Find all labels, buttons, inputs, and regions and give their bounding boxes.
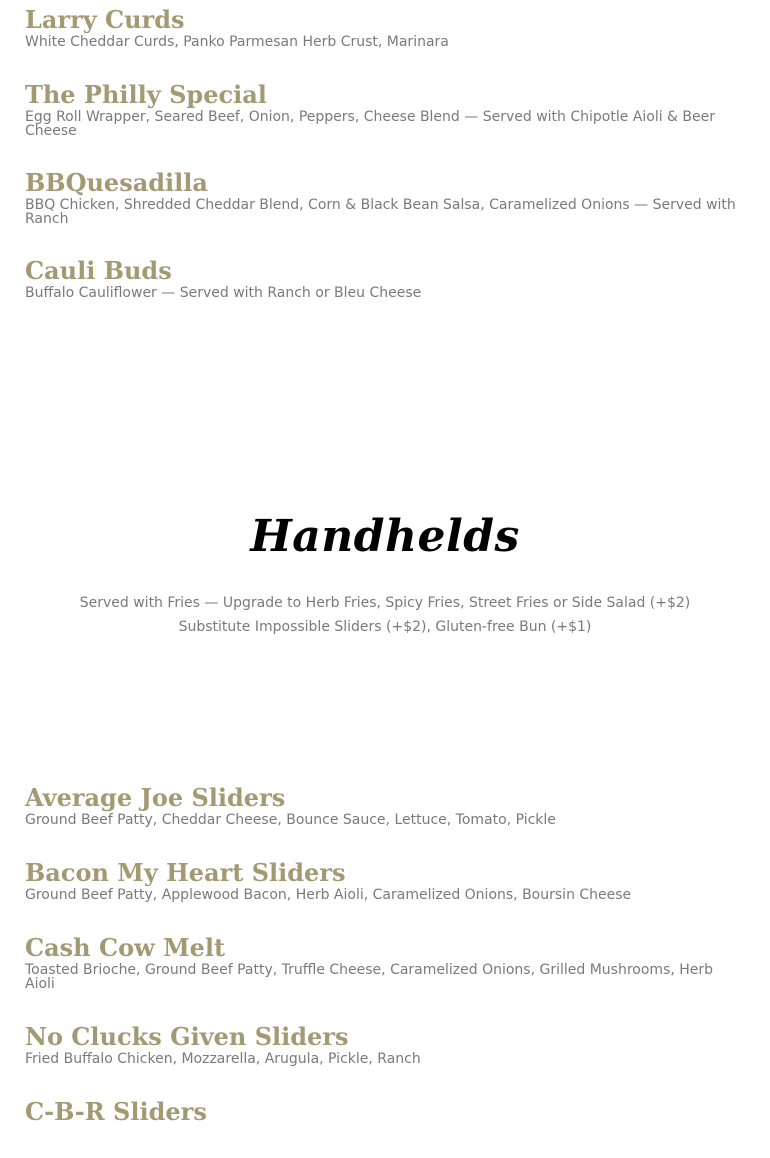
handhelds-notes (0, 591, 770, 639)
appetizers-list (25, 6, 745, 332)
section-note-line1: Served with Fries — Upgrade to Herb Fries, Spicy Fries, Street Fries or Side Salad (+$2) (79, 595, 691, 611)
item-name: C-B-R Sliders (25, 1097, 207, 1126)
item-name: No Clucks Given Sliders (25, 1022, 349, 1051)
menu-item (25, 6, 745, 49)
item-description: BBQ Chicken, Shredded Cheddar Blend, Corn & Black Bean Salsa, Caramelized Onions — Served with Ranch (25, 197, 736, 227)
item-name: Average Joe Sliders (25, 783, 286, 812)
menu-item (25, 784, 745, 827)
item-description: Toasted Brioche, Ground Beef Patty, Truffle Cheese, Caramelized Onions, Grilled Mushrooms, Herb Aioli (25, 962, 714, 992)
menu-item (25, 859, 745, 902)
menu-item (25, 1098, 745, 1126)
item-description: Egg Roll Wrapper, Seared Beef, Onion, Peppers, Cheese Blend — Served with Chipotle Aioli & Beer Cheese (25, 109, 715, 139)
menu-item (25, 1023, 745, 1066)
item-name: The Philly Special (25, 80, 267, 109)
item-description: Fried Buffalo Chicken, Mozzarella, Arugula, Pickle, Ranch (25, 1051, 421, 1067)
item-description: Buffalo Cauliflower — Served with Ranch or Bleu Cheese (25, 285, 422, 301)
item-name: Cauli Buds (25, 256, 172, 285)
section-title: Handhelds (250, 511, 520, 562)
handhelds-header (0, 512, 770, 562)
item-name: BBQuesadilla (25, 168, 208, 197)
menu-item (25, 257, 745, 300)
item-name: Cash Cow Melt (25, 933, 226, 962)
item-description: Ground Beef Patty, Cheddar Cheese, Bounce Sauce, Lettuce, Tomato, Pickle (25, 812, 556, 828)
menu-item (25, 81, 745, 138)
item-description: White Cheddar Curds, Panko Parmesan Herb Crust, Marinara (25, 34, 449, 50)
section-note-line2: Substitute Impossible Sliders (+$2), Gluten-free Bun (+$1) (178, 619, 592, 635)
menu-item (25, 934, 745, 991)
item-name: Bacon My Heart Sliders (25, 858, 346, 887)
handhelds-list (25, 784, 745, 1158)
item-description: Ground Beef Patty, Applewood Bacon, Herb Aioli, Caramelized Onions, Boursin Cheese (25, 887, 632, 903)
menu-item (25, 169, 745, 226)
item-name: Larry Curds (25, 5, 185, 34)
